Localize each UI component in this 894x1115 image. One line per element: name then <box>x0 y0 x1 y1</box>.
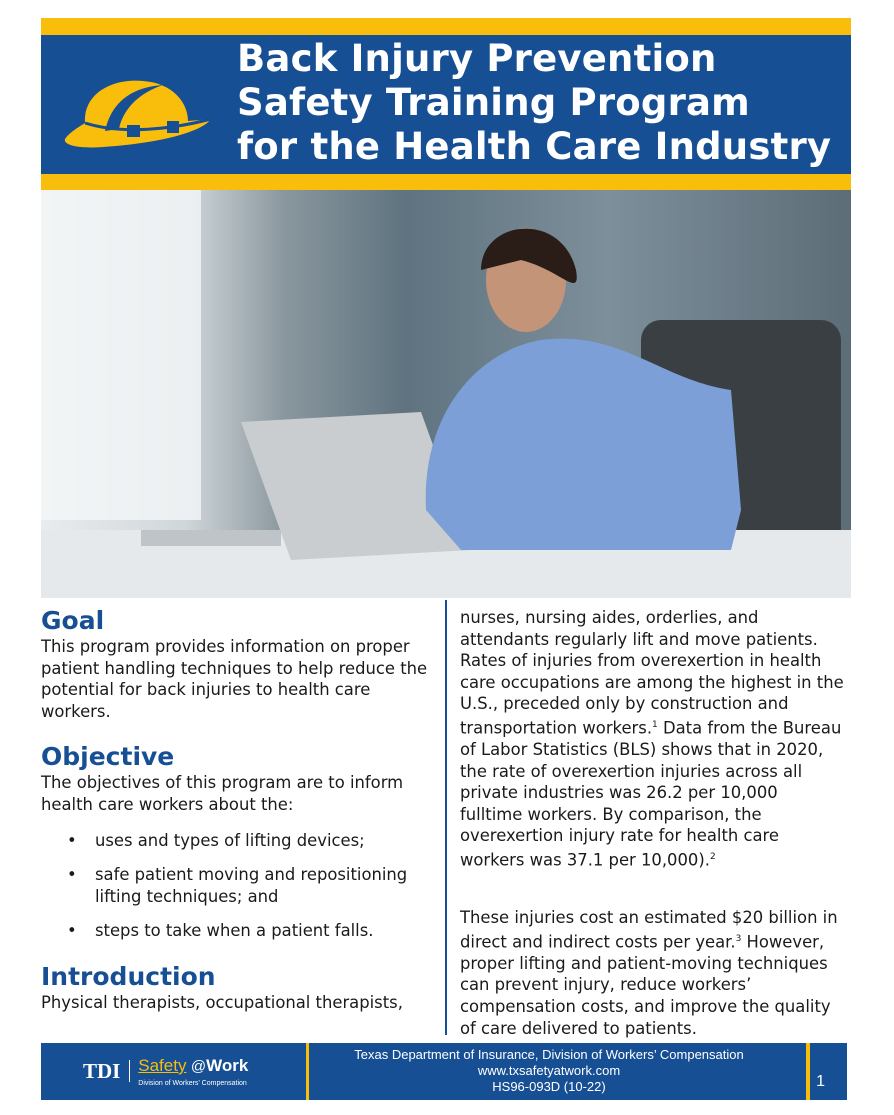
footer <box>41 1043 847 1100</box>
page-number: 1 <box>816 1073 825 1090</box>
goal-text: This program provides information on proper patient handling techniques to help reduce the potential for back injuries to health care workers. <box>41 637 428 721</box>
footer-yellow-edge <box>806 1043 810 1100</box>
hard-hat-icon <box>63 73 213 153</box>
cost-paragraph: These injuries cost an estimated $20 billion in direct and indirect costs per year.$^3$ However, proper lifting and patient-moving techniques can prevent injury, reduce workers’ compensation costs, and improve the quality of care delivered to patients. <box>460 908 838 1038</box>
left-column <box>41 606 436 1014</box>
agency-name: Texas Department of Insurance, Division of Workers’ Compensation <box>354 1047 744 1062</box>
bottom-yellow-bar <box>41 174 851 190</box>
nurse-back-pain-photo <box>41 190 851 598</box>
list-item: • steps to take when a patient falls. <box>95 920 436 942</box>
title-line: for the Health Care Industry <box>237 125 832 168</box>
top-yellow-bar <box>41 18 851 35</box>
page-title <box>237 37 831 169</box>
column-divider <box>445 600 447 1035</box>
introduction-text: Physical therapists, occupational therapists, <box>41 992 403 1012</box>
list-item: • safe patient moving and repositioning lifting techniques; and <box>95 864 436 907</box>
objective-heading: Objective <box>41 742 175 772</box>
document-code: HS96-093D (10-22) <box>492 1079 606 1094</box>
goal-heading: Goal <box>41 606 105 635</box>
website-link[interactable]: www.txsafetyatwork.com <box>477 1063 621 1078</box>
introduction-paragraph: nurses, nursing aides, orderlies, and attendants regularly lift and move patients. Rates of injuries from overexertion in health care occupations are among the highest in the U.S., preceded only by construction and transportation workers.$^1$ Data from the Bureau of Labor Statistics (BLS) shows that in 2020, the rate of overexertion injuries across all private industries was 26.2 per 10,000 fulltime workers. By comparison, the overexertion injury rate for health care workers was 37.1 per 10,000).$^2$ <box>460 608 844 870</box>
objective-text: The objectives of this program are to inform health care workers about the: <box>41 773 404 814</box>
header-banner <box>41 35 851 174</box>
right-column <box>460 607 845 1039</box>
title-line: Safety Training Program <box>237 81 750 124</box>
footer-info <box>309 1047 789 1095</box>
title-line: Back Injury Prevention <box>237 37 717 80</box>
objective-list <box>41 830 436 942</box>
tdi-safety-at-work-logo: TDI Safety @Work Division of Workers’ Compensation <box>83 1056 249 1087</box>
introduction-heading: Introduction <box>41 961 216 991</box>
list-item: • uses and types of lifting devices; <box>95 830 436 852</box>
